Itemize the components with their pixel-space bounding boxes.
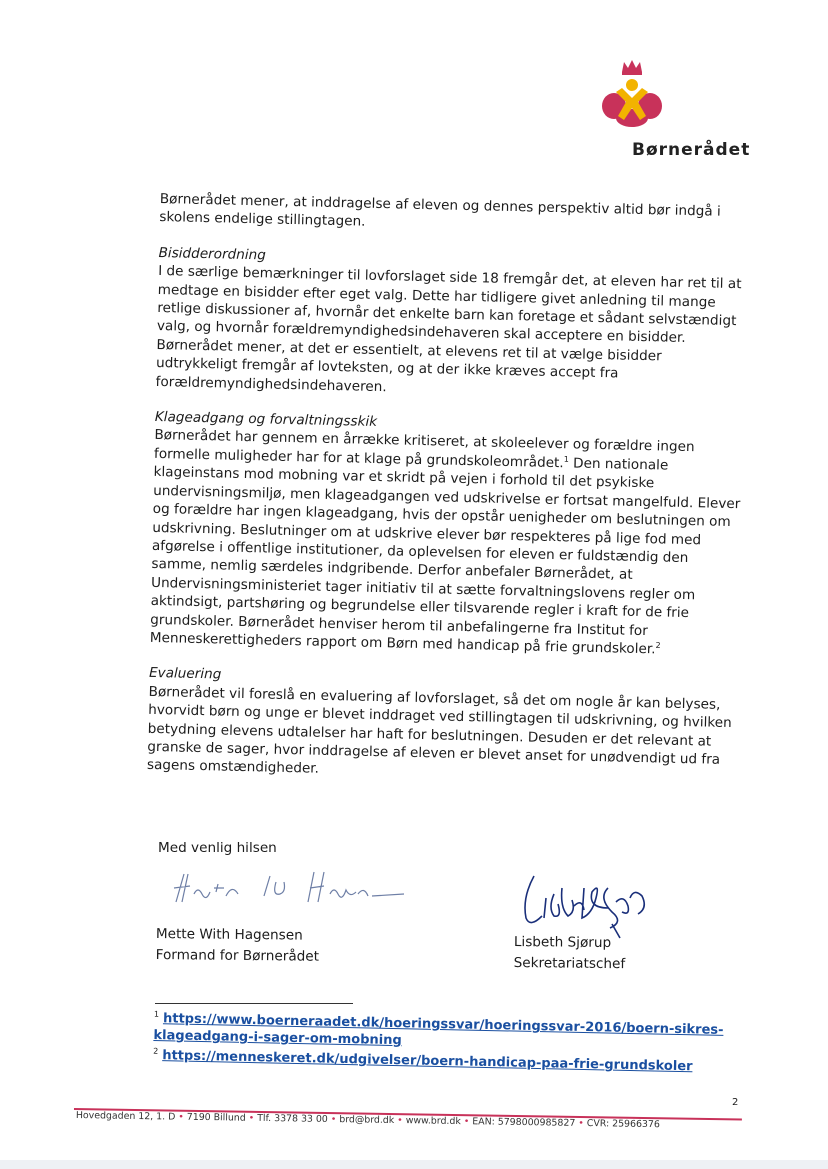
footer-separator: • — [397, 1115, 403, 1127]
footer-ean: EAN: 5798000985827 — [472, 1116, 576, 1129]
footnote-link[interactable]: https://menneskeret.dk/udgivelser/boern-handicap-paa-frie-grundskoler — [162, 1048, 693, 1075]
signatory-name: Mette With Hagensen — [155, 925, 303, 944]
footer-city: 7190 Billund — [186, 1111, 246, 1124]
section-klageadgang — [150, 408, 745, 661]
signatory-right — [514, 932, 626, 975]
signature-right-icon — [512, 868, 662, 940]
footnote-number: 1 — [153, 1009, 160, 1019]
footer-email[interactable]: brd@brd.dk — [339, 1114, 395, 1126]
signatory-name: Lisbeth Sjørup — [513, 933, 612, 952]
footer-separator: • — [178, 1111, 184, 1123]
section-heading: Klageadgang og forvaltningsskik — [154, 409, 378, 431]
footnote-link[interactable]: https://www.boerneraadet.dk/hoeringssvar/hoeringssvar-2016/boern-sikres-klageadgang-i-sager-om-mobning — [153, 1011, 724, 1049]
section-text: I de særlige bemærkninger til lovforslaget side 18 fremgår det, at eleven har ret til at medtage en bisidder efter eget valg. Dette har tidligere givet anledning til mange retlige diskussioner af, hvornår det enkelte barn kan foretage et sådant selvstændigt valg, og hvornår forældremyndighedsindehaveren skal acceptere en bisidder. Børnerådet mener, at det er essentielt, at elevens ret til at vælge bisidder udtrykkeligt fremgår af lovteksten, og at der ikke kræves accept fra forældremyndighedsindehaveren. — [155, 263, 742, 395]
signatory-title: Sekretariatschef — [513, 954, 626, 973]
brand-name: Børnerådet — [632, 140, 751, 160]
footnote-ref: 1 — [563, 454, 569, 464]
signatory-title: Formand for Børnerådet — [155, 946, 320, 965]
section-text: Børnerådet vil foreslå en evaluering af lovforslaget, så det om nogle år kan belyses, hvorvidt børn og unge er blevet inddraget ved stillingtagen til udskrivning, og hvilken betydning elevens udtalelser har haft for beslutningen. Desuden er det relevant at granske de sager, hvor inddragelse af eleven er blevet anset for unødvendigt ud fra sagens omstændigheder. — [146, 683, 732, 778]
footer-website[interactable]: www.brd.dk — [405, 1115, 461, 1128]
section-bisidderordning — [155, 244, 748, 405]
section-text: Den nationale klageinstans mod mobning var et skridt på vejen i forhold til det psykiske undervisningsmiljø, men klageadgangen ved udskrivelse er fortsat mangelfuld. Elever og forældre har ingen klageadgang, hvis der opstår uenigheder om beslutningen om udskrivning. Beslutninger om at udskrive elever bør respekteres på lige fod med afgørelse i offentlige institutioner, da oplevelsen for eleven er fuldstændig den samme, nemlig særdeles indgribende. Derfor anbefaler Børnerådet, at Undervisningsministeriet tager initiativ til at sætte forvaltningslovens regler om aktindsigt, partshøring og begrundelse eller tilsvarende regler i kraft for de frie grundskoler. Børnerådet henviser herom til anbefalingerne fra Institut for Menneskerettigheders rapport om Børn med handicap på frie grundskoler. — [149, 455, 741, 658]
footer-cvr: CVR: 25966376 — [586, 1118, 660, 1131]
boerneraadet-logo-icon — [600, 58, 664, 130]
footnote-ref: 2 — [655, 640, 661, 650]
footer-separator: • — [330, 1114, 337, 1126]
section-text: Børnerådet har gennem en årrække kritiseret, at skoleelever og forældre ingen formelle muligheder har for at klage på grundskoleområdet. — [153, 427, 695, 472]
section-heading: Evaluering — [148, 665, 222, 683]
footnote-number: 2 — [153, 1046, 159, 1056]
section-evaluering — [147, 664, 739, 788]
page-number: 2 — [732, 1097, 739, 1108]
letter-body — [146, 190, 750, 805]
footnotes — [153, 1010, 754, 1080]
intro-paragraph: Børnerådet mener, at inddragelse af eleven og dennes perspektiv altid bør indgå i skolens endelige stillingtagen. — [159, 190, 721, 231]
footnote-divider — [155, 1003, 353, 1004]
footer-separator: • — [578, 1117, 584, 1129]
footer-address: Hovedgaden 12, 1. D — [75, 1110, 176, 1123]
closing-greeting: Med venlig hilsen — [158, 840, 277, 856]
footer-separator: • — [248, 1112, 255, 1124]
footer-phone: Tlf. 3378 33 00 — [257, 1112, 328, 1125]
signature-left-icon — [168, 862, 408, 912]
section-heading: Bisidderordning — [158, 244, 267, 264]
footer-separator: • — [463, 1116, 470, 1128]
signatory-left — [156, 924, 320, 968]
scan-edge — [0, 1160, 828, 1169]
